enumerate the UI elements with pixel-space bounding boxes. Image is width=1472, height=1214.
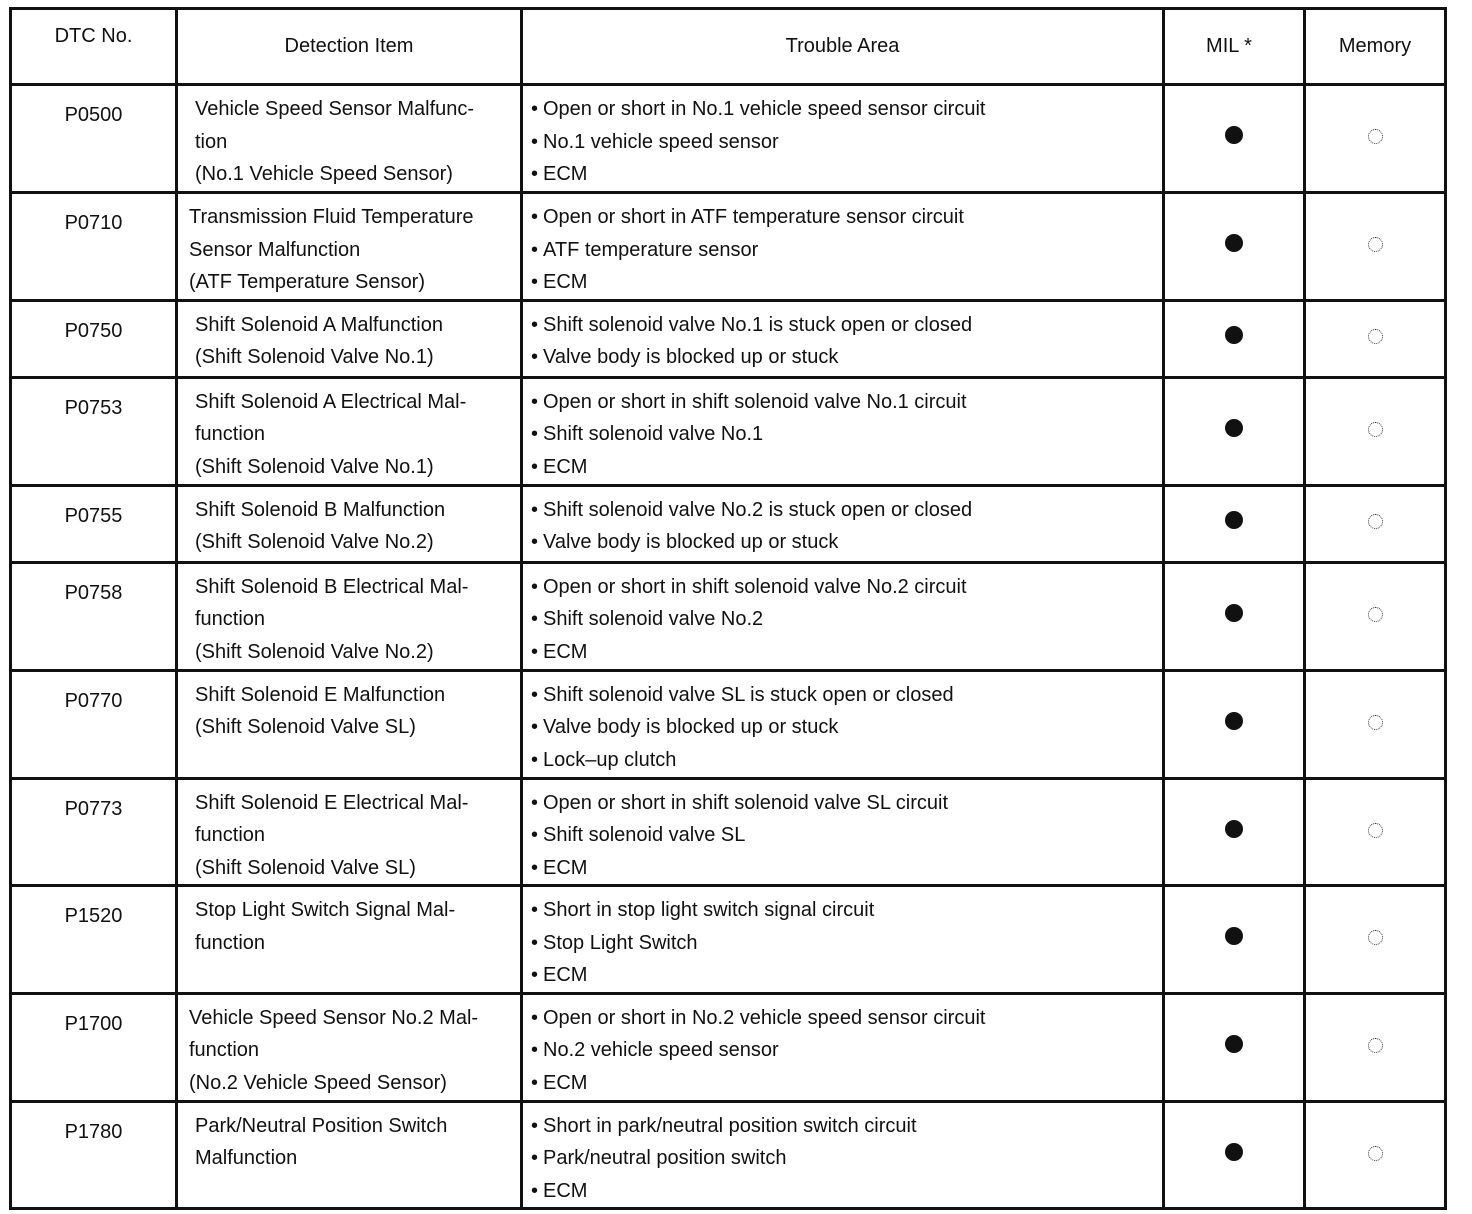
bullet-icon: • bbox=[531, 130, 539, 153]
trouble-area bbox=[522, 85, 1164, 193]
header-dtc: DTC No. bbox=[11, 9, 177, 85]
dtc-code: P1700 bbox=[11, 993, 177, 1101]
header-mil: MIL * bbox=[1164, 9, 1305, 85]
dtc-table bbox=[9, 7, 1447, 1210]
memory-cell bbox=[1305, 778, 1446, 886]
filled-circle-icon bbox=[1225, 234, 1243, 252]
trouble-area-text: ECM bbox=[543, 856, 588, 879]
trouble-area bbox=[522, 300, 1164, 377]
table-row bbox=[11, 778, 1446, 886]
detection-item-line: Vehicle Speed Sensor Malfunc- bbox=[195, 98, 475, 120]
mil-cell bbox=[1164, 485, 1305, 562]
detection-item-line: (Shift Solenoid Valve SL) bbox=[195, 716, 416, 738]
bullet-icon: • bbox=[531, 931, 539, 954]
detection-item bbox=[177, 300, 522, 377]
trouble-area-item bbox=[531, 451, 1162, 484]
trouble-area-item bbox=[531, 894, 1162, 927]
mil-cell bbox=[1164, 778, 1305, 886]
trouble-area-text: Park/neutral position switch bbox=[543, 1147, 787, 1169]
bullet-icon: • bbox=[531, 455, 539, 478]
detection-item-line: Vehicle Speed Sensor No.2 Mal- bbox=[189, 1006, 479, 1029]
trouble-area-text: ECM bbox=[543, 1071, 588, 1094]
bullet-icon: • bbox=[531, 163, 539, 185]
memory-cell bbox=[1305, 993, 1446, 1101]
detection-item bbox=[177, 1101, 522, 1209]
filled-circle-icon bbox=[1225, 712, 1243, 730]
mil-cell bbox=[1164, 1101, 1305, 1209]
detection-item bbox=[177, 778, 522, 886]
trouble-area bbox=[522, 886, 1164, 994]
mil-cell bbox=[1164, 670, 1305, 778]
detection-item-line: Sensor Malfunction bbox=[189, 238, 361, 261]
detection-item-line: function bbox=[189, 1039, 260, 1061]
trouble-area-item bbox=[531, 603, 1162, 636]
bullet-icon: • bbox=[531, 498, 539, 521]
trouble-area-item bbox=[531, 309, 1162, 342]
mil-cell bbox=[1164, 562, 1305, 670]
bullet-icon: • bbox=[531, 791, 539, 814]
bullet-icon: • bbox=[531, 346, 539, 368]
detection-item-line: function bbox=[195, 608, 266, 630]
trouble-area-text: Shift solenoid valve SL is stuck open or closed bbox=[543, 683, 954, 706]
trouble-area-text: Valve body is blocked up or stuck bbox=[543, 716, 839, 738]
detection-item-line: (No.2 Vehicle Speed Sensor) bbox=[189, 1071, 447, 1094]
trouble-area-item bbox=[531, 1067, 1162, 1100]
detection-item bbox=[177, 993, 522, 1101]
mil-cell bbox=[1164, 193, 1305, 301]
dtc-code: P1520 bbox=[11, 886, 177, 994]
mil-cell bbox=[1164, 300, 1305, 377]
table-row bbox=[11, 485, 1446, 562]
table-row bbox=[11, 1101, 1446, 1209]
open-circle-icon bbox=[1368, 1038, 1383, 1053]
open-circle-icon bbox=[1368, 422, 1383, 437]
trouble-area-text: Open or short in shift solenoid valve SL circuit bbox=[543, 791, 949, 814]
trouble-area-item bbox=[531, 1175, 1162, 1208]
bullet-icon: • bbox=[531, 899, 539, 921]
bullet-icon: • bbox=[531, 1071, 539, 1094]
detection-item-line: Shift Solenoid E Electrical Mal- bbox=[195, 791, 469, 814]
trouble-area-item bbox=[531, 266, 1162, 299]
dtc-code: P0710 bbox=[11, 193, 177, 301]
detection-item bbox=[177, 886, 522, 994]
mil-cell bbox=[1164, 377, 1305, 485]
trouble-area-text: Valve body is blocked up or stuck bbox=[543, 346, 839, 368]
bullet-icon: • bbox=[531, 683, 539, 706]
trouble-area-text: Valve body is blocked up or stuck bbox=[543, 531, 839, 553]
bullet-icon: • bbox=[531, 856, 539, 879]
detection-item-line: Shift Solenoid A Electrical Mal- bbox=[195, 390, 467, 413]
mil-cell bbox=[1164, 85, 1305, 193]
dtc-code: P0758 bbox=[11, 562, 177, 670]
filled-circle-icon bbox=[1225, 1143, 1243, 1161]
open-circle-icon bbox=[1368, 129, 1383, 144]
trouble-area-text: Short in park/neutral position switch circuit bbox=[543, 1114, 917, 1137]
trouble-area-item bbox=[531, 636, 1162, 669]
trouble-area-text: ECM bbox=[543, 163, 588, 185]
bullet-icon: • bbox=[531, 98, 539, 120]
trouble-area-text: ECM bbox=[543, 640, 588, 663]
trouble-area-item bbox=[531, 819, 1162, 852]
open-circle-icon bbox=[1368, 930, 1383, 945]
bullet-icon: • bbox=[531, 748, 539, 771]
detection-item bbox=[177, 85, 522, 193]
trouble-area-item bbox=[531, 744, 1162, 777]
trouble-area-text: ECM bbox=[543, 271, 588, 293]
filled-circle-icon bbox=[1225, 326, 1243, 344]
filled-circle-icon bbox=[1225, 820, 1243, 838]
mil-cell bbox=[1164, 886, 1305, 994]
memory-cell bbox=[1305, 85, 1446, 193]
table-row bbox=[11, 377, 1446, 485]
trouble-area-text: Shift solenoid valve No.2 bbox=[543, 608, 764, 630]
bullet-icon: • bbox=[531, 824, 539, 846]
trouble-area-item bbox=[531, 418, 1162, 451]
bullet-icon: • bbox=[531, 575, 539, 598]
trouble-area bbox=[522, 193, 1164, 301]
memory-cell bbox=[1305, 485, 1446, 562]
filled-circle-icon bbox=[1225, 604, 1243, 622]
trouble-area-item bbox=[531, 1002, 1162, 1035]
trouble-area-text: Open or short in No.1 vehicle speed sensor circuit bbox=[543, 98, 986, 120]
trouble-area-item bbox=[531, 386, 1162, 419]
dtc-code: P0773 bbox=[11, 778, 177, 886]
trouble-area bbox=[522, 670, 1164, 778]
trouble-area-text: Open or short in shift solenoid valve No.2 circuit bbox=[543, 575, 967, 598]
trouble-area-item bbox=[531, 158, 1162, 191]
trouble-area-text: ECM bbox=[543, 964, 588, 986]
open-circle-icon bbox=[1368, 715, 1383, 730]
dtc-code: P0750 bbox=[11, 300, 177, 377]
bullet-icon: • bbox=[531, 271, 539, 293]
detection-item-line: function bbox=[195, 931, 266, 954]
detection-item-line: Transmission Fluid Temperature bbox=[189, 206, 474, 228]
detection-item-line: Malfunction bbox=[195, 1147, 298, 1169]
detection-item-line: function bbox=[195, 824, 266, 846]
trouble-area-item bbox=[531, 852, 1162, 885]
mil-cell bbox=[1164, 993, 1305, 1101]
trouble-area-text: Lock–up clutch bbox=[543, 748, 677, 771]
detection-item bbox=[177, 485, 522, 562]
trouble-area-item bbox=[531, 959, 1162, 992]
memory-cell bbox=[1305, 562, 1446, 670]
filled-circle-icon bbox=[1225, 126, 1243, 144]
bullet-icon: • bbox=[531, 206, 539, 228]
detection-item bbox=[177, 377, 522, 485]
detection-item bbox=[177, 670, 522, 778]
detection-item-line: Shift Solenoid E Malfunction bbox=[195, 683, 446, 706]
table-row bbox=[11, 670, 1446, 778]
trouble-area-item bbox=[531, 927, 1162, 960]
detection-item-line: Park/Neutral Position Switch bbox=[195, 1114, 448, 1137]
bullet-icon: • bbox=[531, 964, 539, 986]
detection-item bbox=[177, 193, 522, 301]
header-detection-item: Detection Item bbox=[177, 9, 522, 85]
detection-item-line: Shift Solenoid B Malfunction bbox=[195, 498, 446, 521]
bullet-icon: • bbox=[531, 390, 539, 413]
trouble-area bbox=[522, 485, 1164, 562]
trouble-area-text: Stop Light Switch bbox=[543, 931, 698, 954]
trouble-area-text: Shift solenoid valve No.1 bbox=[543, 423, 764, 445]
trouble-area-text: ECM bbox=[543, 455, 588, 478]
trouble-area-item bbox=[531, 787, 1162, 820]
memory-cell bbox=[1305, 193, 1446, 301]
trouble-area-text: Open or short in No.2 vehicle speed sensor circuit bbox=[543, 1006, 986, 1029]
header-memory: Memory bbox=[1305, 9, 1446, 85]
filled-circle-icon bbox=[1225, 927, 1243, 945]
table-row bbox=[11, 993, 1446, 1101]
open-circle-icon bbox=[1368, 514, 1383, 529]
detection-item-line: (No.1 Vehicle Speed Sensor) bbox=[195, 163, 453, 185]
memory-cell bbox=[1305, 670, 1446, 778]
trouble-area-text: Open or short in ATF temperature sensor circuit bbox=[543, 206, 964, 228]
table-row bbox=[11, 886, 1446, 994]
trouble-area-item bbox=[531, 571, 1162, 604]
memory-cell bbox=[1305, 886, 1446, 994]
detection-item-line: tion bbox=[195, 130, 228, 153]
detection-item-line: (Shift Solenoid Valve SL) bbox=[195, 856, 416, 879]
memory-cell bbox=[1305, 1101, 1446, 1209]
open-circle-icon bbox=[1368, 1146, 1383, 1161]
table-row bbox=[11, 562, 1446, 670]
bullet-icon: • bbox=[531, 313, 539, 336]
detection-item-line: (Shift Solenoid Valve No.2) bbox=[195, 531, 434, 553]
detection-item-line: (ATF Temperature Sensor) bbox=[189, 271, 426, 293]
bullet-icon: • bbox=[531, 608, 539, 630]
trouble-area-item bbox=[531, 526, 1162, 559]
open-circle-icon bbox=[1368, 607, 1383, 622]
trouble-area bbox=[522, 778, 1164, 886]
trouble-area-text: Short in stop light switch signal circuit bbox=[543, 899, 875, 921]
trouble-area-item bbox=[531, 126, 1162, 159]
trouble-area-item bbox=[531, 494, 1162, 527]
dtc-code: P0500 bbox=[11, 85, 177, 193]
trouble-area-item bbox=[531, 93, 1162, 126]
trouble-area-text: No.1 vehicle speed sensor bbox=[543, 130, 779, 153]
trouble-area bbox=[522, 562, 1164, 670]
memory-cell bbox=[1305, 377, 1446, 485]
trouble-area-item bbox=[531, 234, 1162, 267]
detection-item-line: (Shift Solenoid Valve No.2) bbox=[195, 640, 434, 663]
bullet-icon: • bbox=[531, 1006, 539, 1029]
bullet-icon: • bbox=[531, 238, 539, 261]
dtc-code: P0770 bbox=[11, 670, 177, 778]
detection-item bbox=[177, 562, 522, 670]
trouble-area-item bbox=[531, 201, 1162, 234]
trouble-area-item bbox=[531, 711, 1162, 744]
detection-item-line: Shift Solenoid A Malfunction bbox=[195, 313, 443, 336]
trouble-area bbox=[522, 993, 1164, 1101]
filled-circle-icon bbox=[1225, 511, 1243, 529]
bullet-icon: • bbox=[531, 423, 539, 445]
trouble-area-text: ECM bbox=[543, 1179, 588, 1202]
dtc-code: P0753 bbox=[11, 377, 177, 485]
detection-item-line: Shift Solenoid B Electrical Mal- bbox=[195, 575, 469, 598]
bullet-icon: • bbox=[531, 531, 539, 553]
header-trouble-area: Trouble Area bbox=[522, 9, 1164, 85]
trouble-area bbox=[522, 377, 1164, 485]
memory-cell bbox=[1305, 300, 1446, 377]
bullet-icon: • bbox=[531, 716, 539, 738]
filled-circle-icon bbox=[1225, 419, 1243, 437]
bullet-icon: • bbox=[531, 1114, 539, 1137]
detection-item-line: (Shift Solenoid Valve No.1) bbox=[195, 455, 434, 478]
trouble-area-text: Shift solenoid valve SL bbox=[543, 824, 746, 846]
trouble-area-text: No.2 vehicle speed sensor bbox=[543, 1039, 779, 1061]
bullet-icon: • bbox=[531, 640, 539, 663]
trouble-area-text: Shift solenoid valve No.2 is stuck open or closed bbox=[543, 498, 973, 521]
bullet-icon: • bbox=[531, 1179, 539, 1202]
bullet-icon: • bbox=[531, 1147, 539, 1169]
dtc-code: P0755 bbox=[11, 485, 177, 562]
trouble-area-text: Open or short in shift solenoid valve No.1 circuit bbox=[543, 390, 967, 413]
trouble-area-item bbox=[531, 1034, 1162, 1067]
table-row bbox=[11, 300, 1446, 377]
bullet-icon: • bbox=[531, 1039, 539, 1061]
filled-circle-icon bbox=[1225, 1035, 1243, 1053]
table-row bbox=[11, 85, 1446, 193]
trouble-area-item bbox=[531, 1142, 1162, 1175]
open-circle-icon bbox=[1368, 237, 1383, 252]
table-row bbox=[11, 193, 1446, 301]
open-circle-icon bbox=[1368, 329, 1383, 344]
header-row bbox=[11, 9, 1446, 85]
trouble-area bbox=[522, 1101, 1164, 1209]
trouble-area-text: ATF temperature sensor bbox=[543, 238, 759, 261]
trouble-area-item bbox=[531, 1110, 1162, 1143]
trouble-area-text: Shift solenoid valve No.1 is stuck open or closed bbox=[543, 313, 973, 336]
trouble-area-item bbox=[531, 679, 1162, 712]
detection-item-line: (Shift Solenoid Valve No.1) bbox=[195, 346, 434, 368]
trouble-area-item bbox=[531, 341, 1162, 374]
detection-item-line: Stop Light Switch Signal Mal- bbox=[195, 899, 456, 921]
open-circle-icon bbox=[1368, 823, 1383, 838]
dtc-code: P1780 bbox=[11, 1101, 177, 1209]
detection-item-line: function bbox=[195, 423, 266, 445]
